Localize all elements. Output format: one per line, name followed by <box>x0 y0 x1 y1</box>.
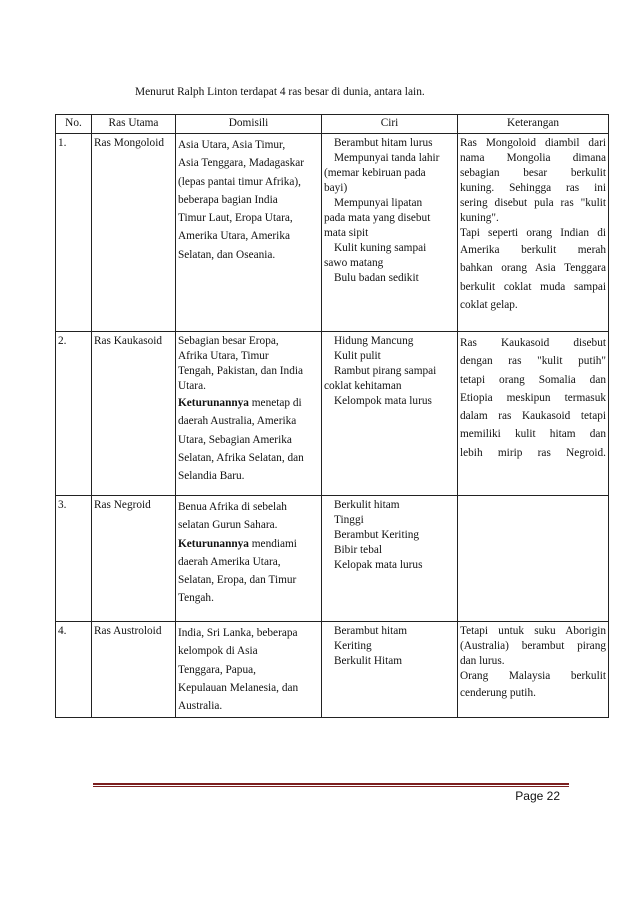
domisili-line: Utara, Sebagian Amerika <box>178 433 292 446</box>
ciri-item: Rambut pirang sampai <box>334 365 437 378</box>
ciri-item: sawo matang <box>324 257 384 270</box>
domisili-line: beberapa bagian India <box>178 193 278 206</box>
keterangan-line: dan lurus. <box>460 655 505 668</box>
domisili-cell <box>176 496 322 622</box>
keterangan-line: tetapi orang Somalia dan <box>460 373 606 386</box>
keterangan-line: dalam ras Kaukasoid tetapi <box>460 410 606 423</box>
race-name: Ras Mongoloid <box>92 134 176 332</box>
keterangan-line: Tapi seperti orang Indian di <box>460 227 606 240</box>
ciri-item: Kelompok mata lurus <box>334 395 432 408</box>
ciri-item: Kelopak mata lurus <box>334 559 423 572</box>
keterangan-cell <box>458 134 609 332</box>
keterangan-line: Etiopia meskipun termasuk <box>460 391 606 404</box>
ciri-item: coklat kehitaman <box>324 380 402 393</box>
header-no: No. <box>56 115 92 134</box>
keterangan-line: (Australia) berambut pirang <box>460 640 606 653</box>
race-table <box>55 114 609 718</box>
domisili-line: Selatan, dan Oseania. <box>178 248 276 261</box>
ciri-item: Kulit kuning sampai <box>334 242 427 255</box>
domisili-line: Selatan, Eropa, dan Timur <box>178 574 297 587</box>
domisili-line: Kepulauan Melanesia, dan <box>178 681 299 694</box>
ciri-item: pada mata yang disebut <box>324 212 431 225</box>
keterangan-cell <box>458 622 609 718</box>
domisili-line <box>178 394 319 412</box>
domisili-line: Selandia Baru. <box>178 470 245 483</box>
header-ras-utama: Ras Utama <box>92 115 176 134</box>
intro-text: Menurut Ralph Linton terdapat 4 ras besar di dunia, antara lain. <box>135 86 425 98</box>
ciri-item: mata sipit <box>324 227 369 240</box>
ciri-item: Berambut hitam <box>334 625 408 637</box>
keterangan-line: coklat gelap. <box>460 299 518 311</box>
keterangan-line: kuning. Sehingga ras ini <box>460 182 606 195</box>
ciri-cell <box>322 332 458 496</box>
keterangan-line: cenderung putih. <box>460 687 536 700</box>
keterangan-line: sebagian besar berkulit <box>460 167 606 180</box>
domisili-line: India, Sri Lanka, beberapa <box>178 627 298 639</box>
row-number: 1. <box>56 134 92 332</box>
ciri-item: Bulu badan sedikit <box>334 272 419 285</box>
domisili-cell <box>176 134 322 332</box>
domisili-line: (lepas pantai timur Afrika), <box>178 175 301 188</box>
ciri-item: Berambut hitam lurus <box>334 137 433 149</box>
domisili-line: Tengah, Pakistan, dan India <box>178 365 304 378</box>
ciri-item: Mempunyai lipatan <box>334 197 423 210</box>
ciri-item: Bibir tebal <box>334 544 383 557</box>
ciri-item: Berkulit hitam <box>334 499 400 511</box>
ciri-item: Hidung Mancung <box>334 335 414 347</box>
keterangan-line: kuning". <box>460 212 499 225</box>
domisili-line: daerah Amerika Utara, <box>178 555 281 568</box>
ciri-item: (memar kebiruan pada <box>324 167 426 180</box>
domisili-line: Tengah. <box>178 592 214 605</box>
domisili-line: Utara. <box>178 380 206 393</box>
ciri-cell <box>322 496 458 622</box>
keterangan-line: Orang Malaysia berkulit <box>460 670 606 683</box>
domisili-line: Timur Laut, Eropa Utara, <box>178 212 293 225</box>
keturunan-bold: Keturunannya <box>178 397 249 410</box>
ciri-item: Berkulit Hitam <box>334 655 403 668</box>
domisili-line: Asia Tenggara, Madagaskar <box>178 157 305 170</box>
keterangan-line: nama Mongolia dimana <box>460 152 606 165</box>
row-number: 4. <box>56 622 92 718</box>
keterangan-line: Amerika berkulit merah <box>460 244 606 257</box>
race-name: Ras Negroid <box>92 496 176 622</box>
domisili-cell <box>176 332 322 496</box>
keterangan-line: Ras Kaukasoid disebut <box>460 337 606 349</box>
keterangan-line: dengan ras "kulit putih" <box>460 355 606 368</box>
domisili-line: Sebagian besar Eropa, <box>178 335 279 347</box>
domisili-line: Selatan, Afrika Selatan, dan <box>178 451 304 464</box>
table-row <box>56 622 609 718</box>
keterangan-line: lebih mirip ras Negroid. <box>460 446 606 459</box>
keterangan-line: bahkan orang Asia Tenggara <box>460 262 606 275</box>
ciri-item: Kulit pulit <box>334 350 381 363</box>
domisili-line: kelompok di Asia <box>178 645 258 658</box>
ciri-cell <box>322 622 458 718</box>
ciri-item: Berambut Keriting <box>334 529 420 542</box>
keturunan-bold: Keturunannya <box>178 537 249 550</box>
ciri-item: Keriting <box>334 640 372 653</box>
footer-divider <box>93 783 569 785</box>
keterangan-cell <box>458 332 609 496</box>
keterangan-line: memiliki kulit hitam dan <box>460 428 606 441</box>
domisili-line: Tenggara, Papua, <box>178 663 256 676</box>
race-name: Ras Kaukasoid <box>92 332 176 496</box>
header-ciri: Ciri <box>322 115 458 134</box>
domisili-line: Afrika Utara, Timur <box>178 350 269 363</box>
header-keterangan: Keterangan <box>458 115 609 134</box>
ciri-item: Mempunyai tanda lahir <box>334 152 440 165</box>
domisili-line <box>178 535 319 553</box>
keterangan-line: sering disebut pula ras "kulit <box>460 197 606 210</box>
domisili-line: selatan Gurun Sahara. <box>178 519 278 532</box>
domisili-text: menetap di <box>251 397 302 410</box>
domisili-line: Benua Afrika di sebelah <box>178 501 287 513</box>
table-row <box>56 496 609 622</box>
keterangan-line: Ras Mongoloid diambil dari <box>460 137 606 149</box>
domisili-cell <box>176 622 322 718</box>
keterangan-cell <box>458 496 609 622</box>
race-name: Ras Austroloid <box>92 622 176 718</box>
domisili-line: Australia. <box>178 700 223 713</box>
ciri-cell <box>322 134 458 332</box>
row-number: 2. <box>56 332 92 496</box>
row-number: 3. <box>56 496 92 622</box>
keterangan-line: berkulit coklat muda sampai <box>460 280 606 293</box>
ciri-item: bayi) <box>324 182 348 195</box>
table-row <box>56 332 609 496</box>
domisili-text: mendiami <box>251 537 297 550</box>
table-row <box>56 134 609 332</box>
keterangan-line: Tetapi untuk suku Aborigin <box>460 625 606 637</box>
header-domisili: Domisili <box>176 115 322 134</box>
domisili-line: Amerika Utara, Amerika <box>178 230 290 243</box>
footer-divider-thin <box>93 786 569 787</box>
table-header-row <box>56 115 609 134</box>
domisili-line: Asia Utara, Asia Timur, <box>178 139 286 151</box>
page-number: Page 22 <box>515 789 560 803</box>
domisili-line: daerah Australia, Amerika <box>178 415 297 428</box>
ciri-item: Tinggi <box>334 514 364 527</box>
